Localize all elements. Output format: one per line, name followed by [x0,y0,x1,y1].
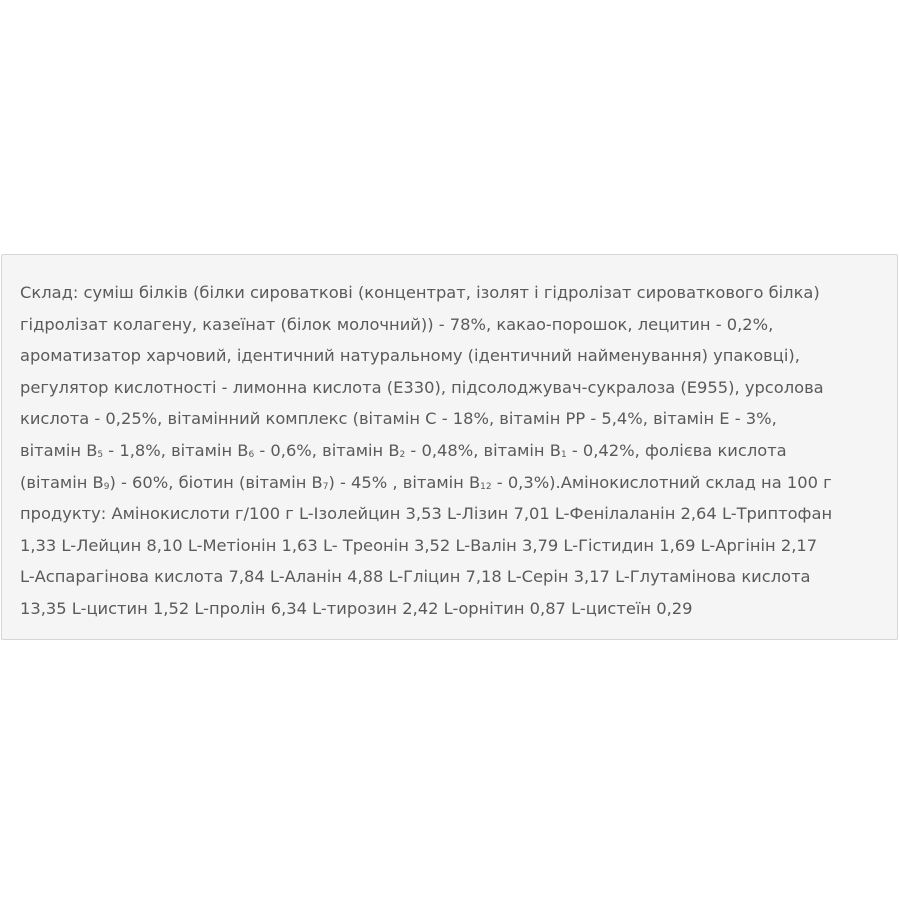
vitamin-subscript: 6 [248,449,255,460]
text-segment: вітамін В [20,440,98,460]
vitamin-subscript: 7 [322,481,329,492]
composition-line [20,372,887,404]
text-segment: 13,35 L-цистин 1,52 L-пролін 6,34 L-тирозин 2,42 L-орнітин 0,87 L-цистеїн 0,29 [20,598,693,618]
text-segment: (вітамін В [20,472,104,492]
vitamin-subscript: 1 [560,449,567,460]
text-segment: - 1,8%, вітамін В [103,440,249,460]
composition-panel [1,254,898,640]
composition-line [20,340,887,372]
composition-line [20,467,887,499]
vitamin-subscript: 5 [97,449,104,460]
text-segment: - 0,6%, вітамін В [254,440,400,460]
vitamin-subscript: 9 [103,481,110,492]
text-segment: - 0,3%).Амінокислотний склад на 100 г [491,472,832,492]
composition-line [20,277,887,309]
text-segment: кислота - 0,25%, вітамінний комплекс (вітамін С - 18%, вітамін РР - 5,4%, вітамін Е - 3%, [20,409,777,429]
composition-text [20,277,887,625]
text-segment: 1,33 L-Лейцин 8,10 L-Метіонін 1,63 L- Треонін 3,52 L-Валін 3,79 L-Гістидин 1,69 L-Аргінін 2,17 [20,535,818,555]
text-segment: ) - 60%, біотин (вітамін В [109,472,323,492]
text-segment: - 0,48%, вітамін В [405,440,561,460]
composition-line [20,498,887,530]
text-segment: ) - 45% , вітамін В [328,472,481,492]
vitamin-subscript: 2 [399,449,406,460]
composition-line [20,561,887,593]
text-segment: Склад: суміш білків (білки сироваткові (концентрат, ізолят і гідролізат сироваткового білка) [20,283,820,302]
composition-line [20,530,887,562]
composition-line [20,403,887,435]
text-segment: L-Аспарагінова кислота 7,84 L-Аланін 4,88 L-Гліцин 7,18 L-Серін 3,17 L-Глутамінова кислота [20,567,811,587]
composition-line [20,593,887,625]
text-segment: - 0,42%, фолієва кислота [566,440,787,460]
text-segment: гідролізат колагену, казеїнат (білок молочний)) - 78%, какао-порошок, лецитин - 0,2%, [20,314,774,334]
composition-line [20,309,887,341]
text-segment: регулятор кислотності - лимонна кислота (E330), підсолоджувач-сукралоза (E955), урсолова [20,377,824,397]
vitamin-subscript: 12 [480,481,492,492]
text-segment: продукту: Амінокислоти г/100 г L-Ізолейцин 3,53 L-Лізин 7,01 L-Фенілаланін 2,64 L-Триптофан [20,504,833,524]
text-segment: ароматизатор харчовий, ідентичний натуральному (ідентичний найменування) упаковці), [20,346,800,366]
composition-line [20,435,887,467]
